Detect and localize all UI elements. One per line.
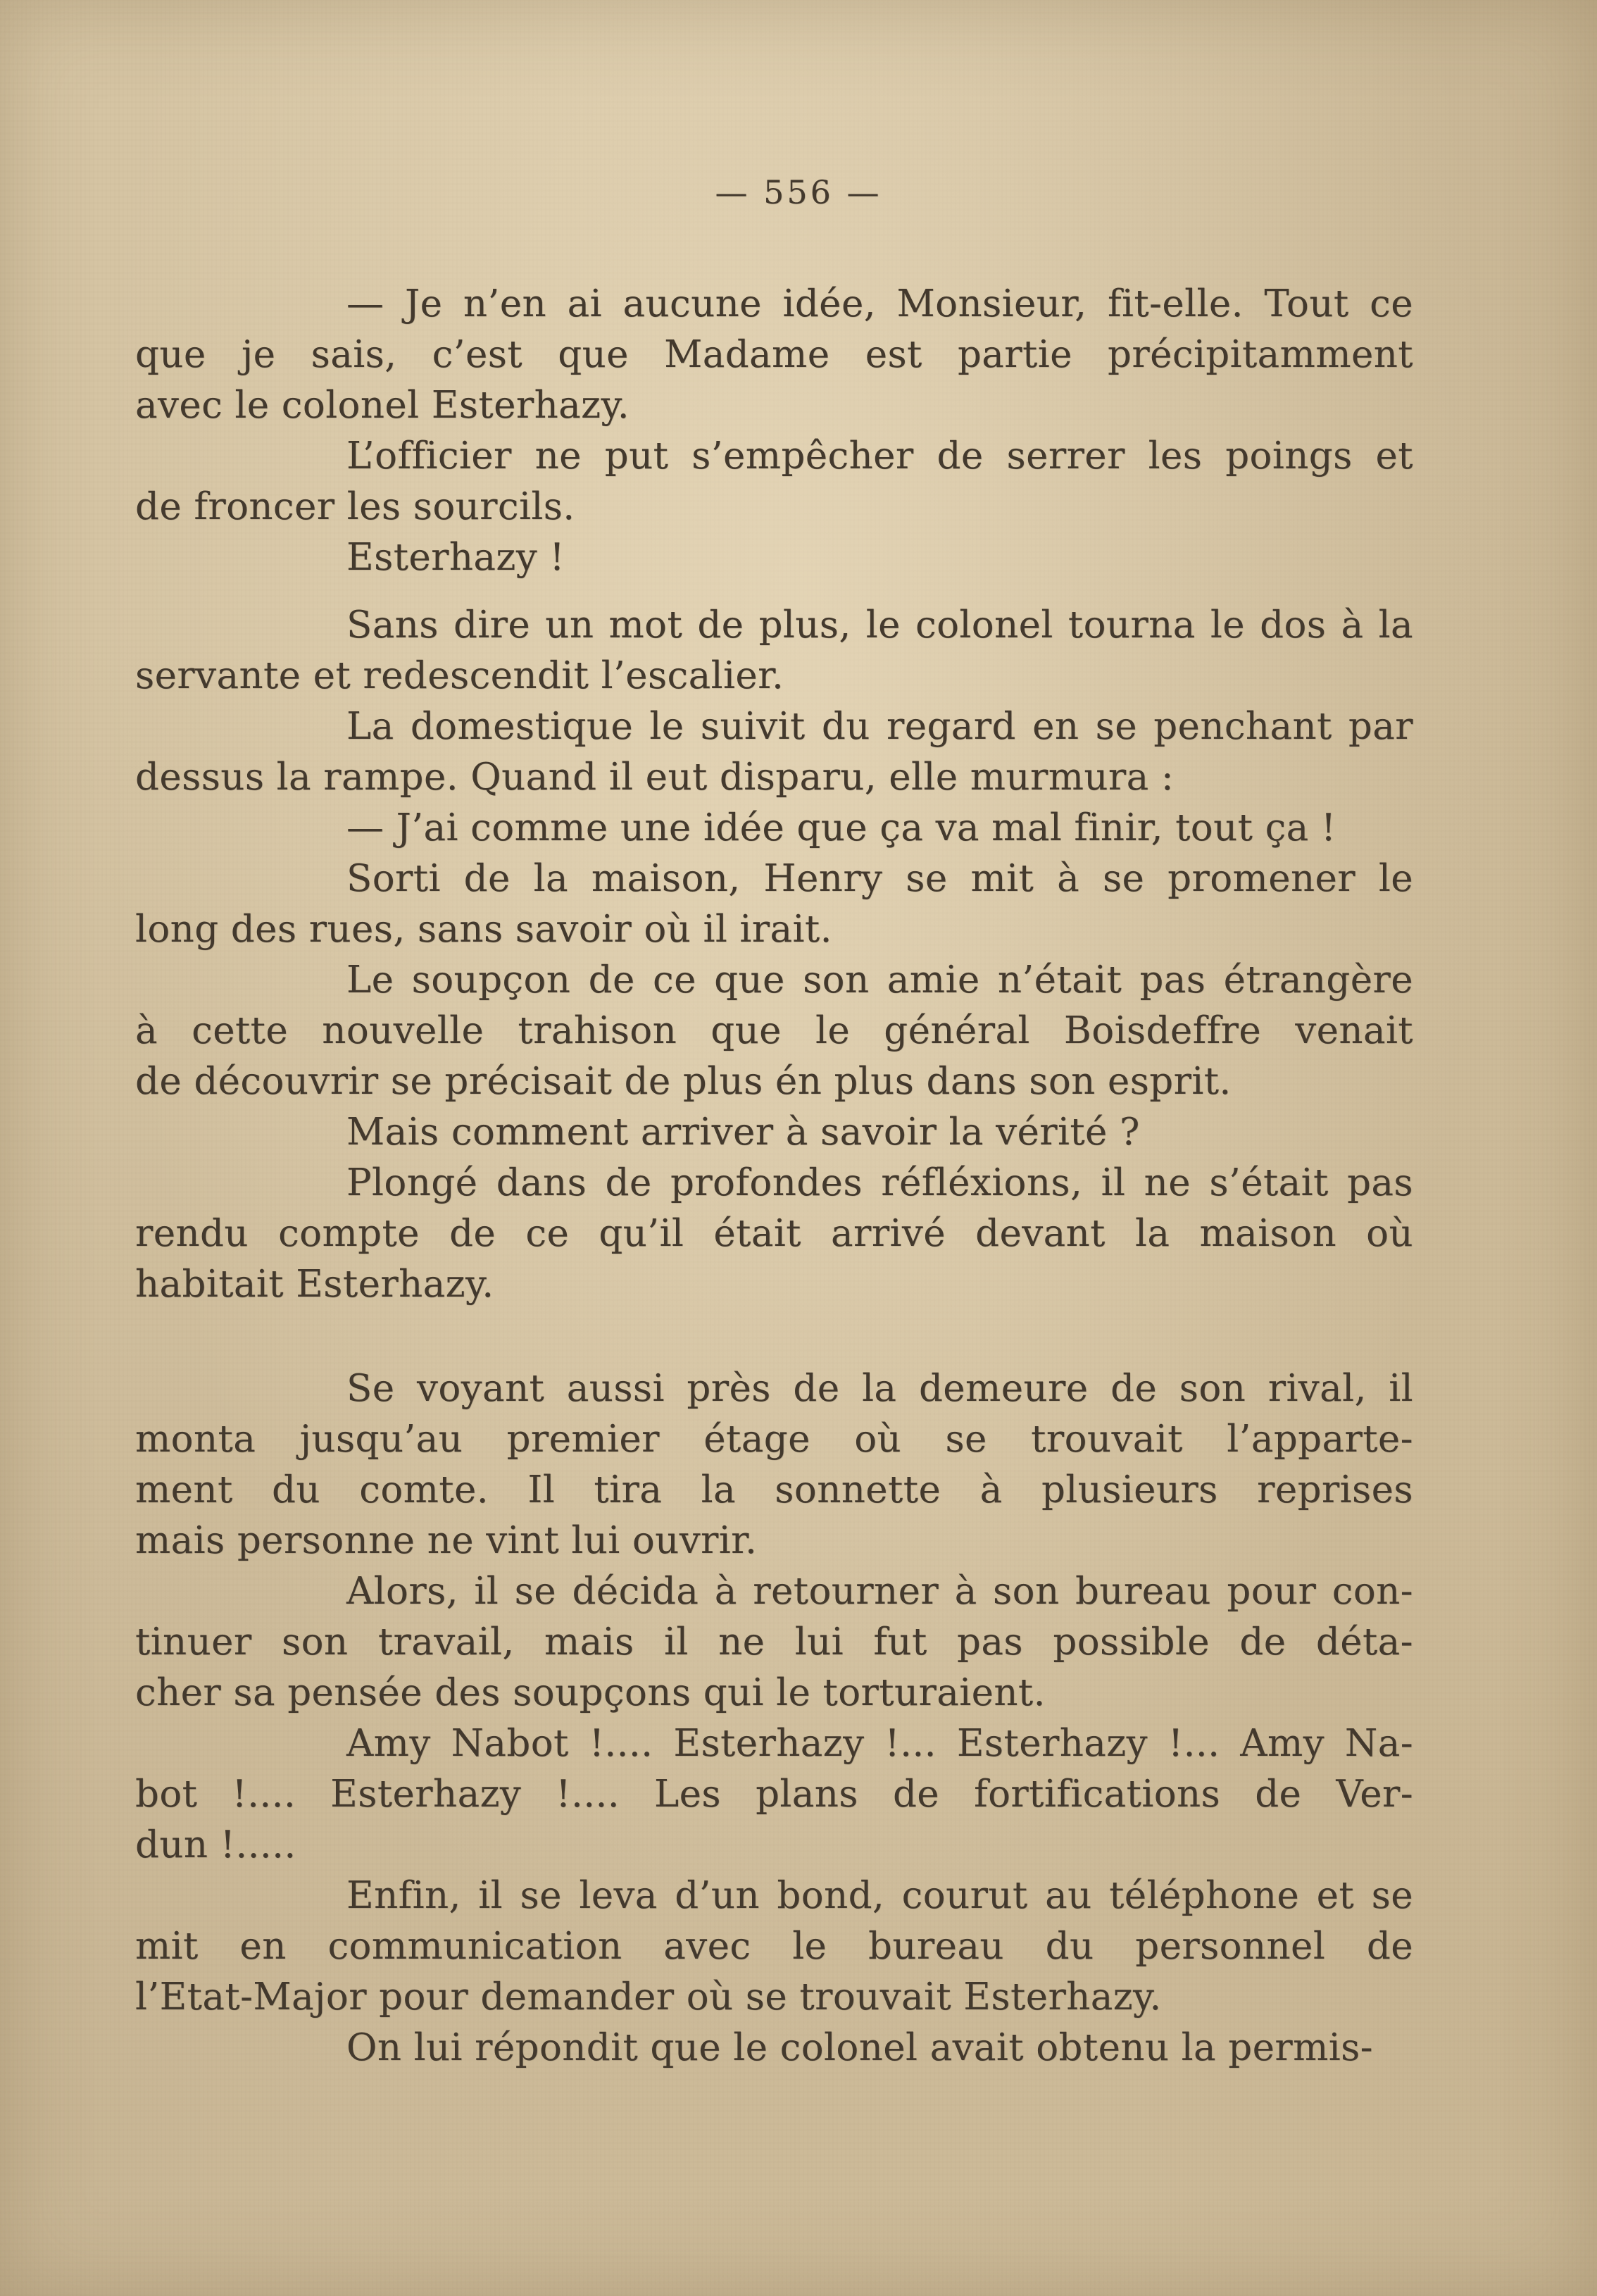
text-block <box>135 279 1413 2073</box>
paragraph <box>135 600 1413 701</box>
paragraph <box>135 279 1413 431</box>
paragraph <box>135 2023 1413 2073</box>
text-line: Mais comment arriver à savoir la vérité ? <box>346 1111 1140 1154</box>
text-line: Se voyant aussi près de la demeure de son rival, il <box>346 1367 1413 1410</box>
text-line: mit en communication avec le bureau du personnel de <box>135 1925 1413 1968</box>
text-line: l’Etat-Major pour demander où se trouvait Esterhazy. <box>135 1976 1162 2019</box>
text-line: dun !..... <box>135 1823 296 1866</box>
paragraph <box>135 854 1413 955</box>
text-line: dessus la rampe. Quand il eut disparu, elle murmura : <box>135 756 1175 799</box>
text-line: rendu compte de ce qu’il était arrivé devant la maison où <box>135 1212 1413 1255</box>
text-line: mais personne ne vint lui ouvrir. <box>135 1519 758 1562</box>
paragraph <box>135 1158 1413 1310</box>
paragraph <box>135 1566 1413 1718</box>
text-line: Le soupçon de ce que son amie n’était pas étrangère <box>346 959 1413 1002</box>
text-line: bot !.... Esterhazy !.... Les plans de fortifications de Ver- <box>135 1773 1413 1816</box>
text-line: On lui répondit que le colonel avait obtenu la permis- <box>346 2026 1373 2069</box>
text-line: ment du comte. Il tira la sonnette à plusieurs reprises <box>135 1468 1413 1511</box>
text-line: que je sais, c’est que Madame est partie précipitamment <box>135 333 1413 376</box>
paragraph <box>135 1107 1413 1158</box>
text-line: Esterhazy ! <box>346 536 565 579</box>
page-number: — 556 — <box>715 173 882 211</box>
paragraph <box>135 532 1413 583</box>
text-line: Sorti de la maison, Henry se mit à se promener le <box>346 857 1413 900</box>
paragraph <box>135 803 1413 854</box>
text-line: L’officier ne put s’empêcher de serrer les poings et <box>346 435 1413 478</box>
text-line: monta jusqu’au premier étage où se trouvait l’apparte- <box>135 1418 1413 1461</box>
text-line: Plongé dans de profondes réfléxions, il ne s’était pas <box>346 1161 1413 1204</box>
paragraph <box>135 1871 1413 2023</box>
paragraph <box>135 955 1413 1107</box>
text-line: long des rues, sans savoir où il irait. <box>135 908 832 951</box>
text-line: cher sa pensée des soupçons qui le torturaient. <box>135 1671 1046 1714</box>
paragraph <box>135 1364 1413 1566</box>
text-line: — Je n’en ai aucune idée, Monsieur, fit-elle. Tout ce <box>346 282 1413 325</box>
text-line: Sans dire un mot de plus, le colonel tourna le dos à la <box>346 604 1413 647</box>
text-line: à cette nouvelle trahison que le général Boisdeffre venait <box>135 1009 1413 1052</box>
text-line: tinuer son travail, mais il ne lui fut pas possible de déta- <box>135 1621 1413 1664</box>
text-line: Enfin, il se leva d’un bond, courut au téléphone et se <box>346 1874 1413 1917</box>
text-line: de découvrir se précisait de plus én plus dans son esprit. <box>135 1060 1232 1103</box>
text-line: avec le colonel Esterhazy. <box>135 384 630 427</box>
paragraph <box>135 1718 1413 1871</box>
paragraph <box>135 431 1413 532</box>
text-line: de froncer les sourcils. <box>135 485 575 528</box>
text-line: Amy Nabot !.... Esterhazy !... Esterhazy !... Amy Na- <box>346 1722 1413 1765</box>
text-line: habitait Esterhazy. <box>135 1263 494 1306</box>
paragraph <box>135 701 1413 803</box>
text-line: — J’ai comme une idée que ça va mal finir, tout ça ! <box>346 806 1336 849</box>
text-line: servante et redescendit l’escalier. <box>135 654 784 697</box>
text-line: Alors, il se décida à retourner à son bureau pour con- <box>346 1570 1413 1613</box>
text-line: La domestique le suivit du regard en se penchant par <box>346 705 1413 748</box>
